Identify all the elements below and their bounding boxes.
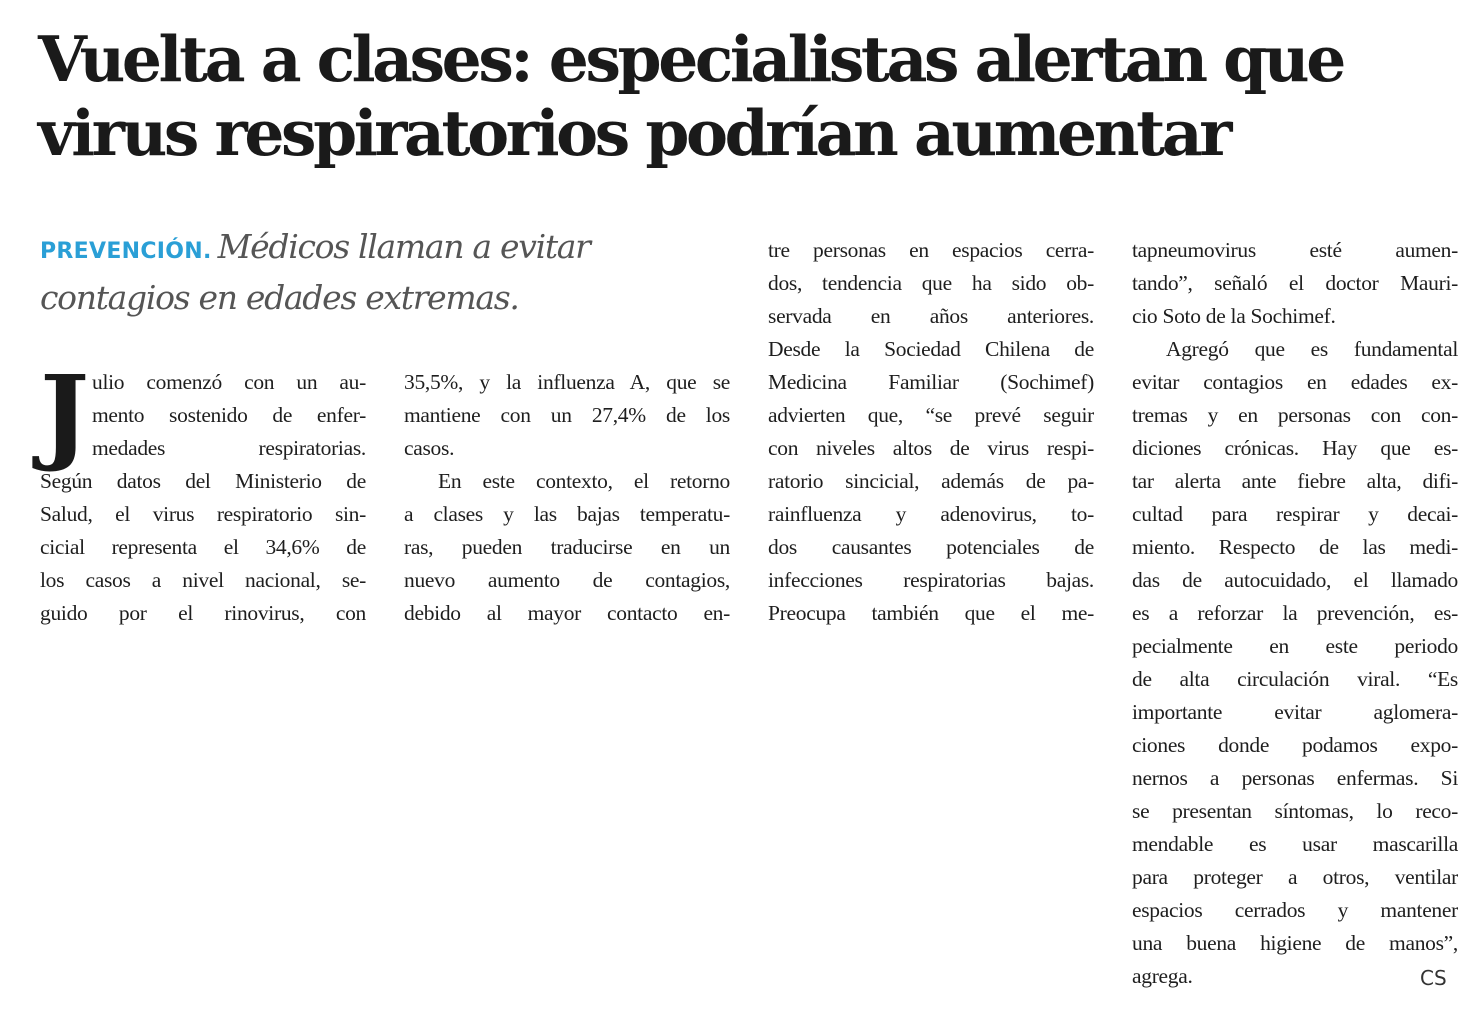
- text-line: 35,5%, y la influenza A, que se: [404, 370, 730, 394]
- text-line: das de autocuidado, el llamado: [1132, 568, 1458, 592]
- text-line: diciones crónicas. Hay que es-: [1132, 436, 1458, 460]
- text-line: infecciones respiratorias bajas.: [768, 568, 1094, 592]
- headline-line-2: virus respiratorios podrían aumentar: [38, 96, 1230, 170]
- text-line: ulio comenzó con un au-: [92, 370, 366, 394]
- text-line: Agregó que es fundamental: [1166, 337, 1458, 361]
- lead-line-1: [40, 224, 740, 275]
- text-line: para proteger a otros, ventilar: [1132, 865, 1458, 889]
- text-line: mendable es usar mascarilla: [1132, 832, 1458, 856]
- text-line: de alta circulación viral. “Es: [1132, 667, 1458, 691]
- lead-text-1: Médicos llaman a evitar: [217, 227, 590, 266]
- text-line: evitar contagios en edades ex-: [1132, 370, 1458, 394]
- text-line: nernos a personas enfermas. Si: [1132, 766, 1458, 790]
- text-line: agrega.: [1132, 964, 1193, 988]
- text-line: rainfluenza y adenovirus, to-: [768, 502, 1094, 526]
- text-line: tapneumovirus esté aumen-: [1132, 238, 1458, 262]
- text-line: nuevo aumento de contagios,: [404, 568, 730, 592]
- text-line: ratorio sincicial, además de pa-: [768, 469, 1094, 493]
- article-column-1: [40, 352, 366, 630]
- article-column-4: [1132, 234, 1458, 993]
- text-line: guido por el rinovirus, con: [40, 601, 366, 625]
- text-line: tar alerta ante fiebre alta, difi-: [1132, 469, 1458, 493]
- text-line: tremas y en personas con con-: [1132, 403, 1458, 427]
- section-kicker: PREVENCIÓN.: [40, 239, 212, 264]
- text-line: importante evitar aglomera-: [1132, 700, 1458, 724]
- text-line: espacios cerrados y mantener: [1132, 898, 1458, 922]
- text-line: tando”, señaló el doctor Mauri-: [1132, 271, 1458, 295]
- lead-line-2: contagios en edades extremas.: [40, 278, 519, 317]
- headline: [38, 22, 1438, 170]
- text-line: una buena higiene de manos”,: [1132, 931, 1458, 955]
- end-mark-icon: CS: [1420, 966, 1447, 990]
- text-line: miento. Respecto de las medi-: [1132, 535, 1458, 559]
- text-line: pecialmente en este periodo: [1132, 634, 1458, 658]
- text-line: ciones donde podamos expo-: [1132, 733, 1458, 757]
- text-line: debido al mayor contacto en-: [404, 601, 730, 625]
- text-line: Preocupa también que el me-: [768, 601, 1094, 625]
- text-line: cio Soto de la Sochimef.: [1132, 304, 1336, 328]
- text-line: advierten que, “se prevé seguir: [768, 403, 1094, 427]
- text-line: dos, tendencia que ha sido ob-: [768, 271, 1094, 295]
- text-line: En este contexto, el retorno: [438, 469, 730, 493]
- article-column-2: [404, 366, 730, 630]
- text-line: Salud, el virus respiratorio sin-: [40, 502, 366, 526]
- text-line: se presentan síntomas, lo reco-: [1132, 799, 1458, 823]
- text-line: ras, pueden traducirse en un: [404, 535, 730, 559]
- text-line: dos causantes potenciales de: [768, 535, 1094, 559]
- text-line: es a reforzar la prevención, es-: [1132, 601, 1458, 625]
- text-line: con niveles altos de virus respi-: [768, 436, 1094, 460]
- text-line: medades respiratorias.: [92, 436, 366, 460]
- text-line: cultad para respirar y decai-: [1132, 502, 1458, 526]
- headline-line-1: Vuelta a clases: especialistas alertan que: [38, 22, 1343, 96]
- text-line: mento sostenido de enfer-: [92, 403, 366, 427]
- article-column-3: [768, 234, 1094, 630]
- text-line: a clases y las bajas temperatu-: [404, 502, 730, 526]
- text-line: cicial representa el 34,6% de: [40, 535, 366, 559]
- text-line: servada en años anteriores.: [768, 304, 1094, 328]
- text-line: Medicina Familiar (Sochimef): [768, 370, 1094, 394]
- text-line: Según datos del Ministerio de: [40, 469, 366, 493]
- lead-subtitle: [40, 224, 740, 321]
- text-line: casos.: [404, 436, 455, 460]
- text-line: tre personas en espacios cerra-: [768, 238, 1094, 262]
- text-line: mantiene con un 27,4% de los: [404, 403, 730, 427]
- text-line: los casos a nivel nacional, se-: [40, 568, 366, 592]
- drop-cap: J: [40, 352, 90, 475]
- text-line: Desde la Sociedad Chilena de: [768, 337, 1094, 361]
